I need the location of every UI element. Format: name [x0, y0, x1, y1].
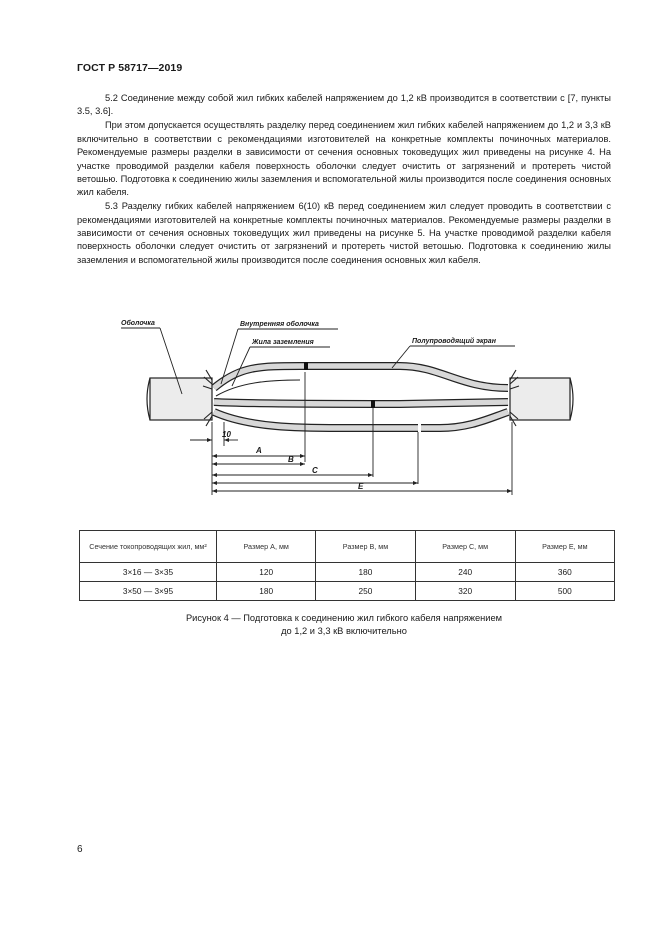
dim-label-b: B — [288, 455, 294, 464]
dimensions-table — [79, 530, 615, 601]
label-semiconductive-screen: Полупроводящий экран — [412, 338, 496, 345]
label-sheath: Оболочка — [121, 320, 155, 327]
dimension-lines — [190, 372, 512, 495]
caption-line-1: Рисунок 4 — Подготовка к соединению жил гибкого кабеля напряжением — [185, 613, 503, 623]
table-cell: 3×16 — 3×35 — [80, 563, 217, 582]
dim-label-10: 10 — [222, 430, 231, 439]
label-inner-sheath: Внутренняя оболочка — [240, 321, 319, 328]
table-header-cell: Размер С, мм — [415, 531, 515, 563]
table-cell: 180 — [217, 582, 316, 601]
figure-caption — [77, 612, 611, 638]
label-ground-core: Жила заземления — [252, 339, 314, 346]
dim-label-c: C — [312, 466, 318, 475]
right-cable-sheath — [510, 378, 573, 420]
figure-4-cable-diagram — [0, 300, 661, 520]
table-header-cell: Размер А, мм — [217, 531, 316, 563]
table-row — [80, 563, 615, 582]
table-cell: 320 — [415, 582, 515, 601]
paragraph-5-2: 5.2 Соединение между собой жил гибких кабелей напряжением до 1,2 кВ производится в соответствии с [7, пункты 3.5, 3.6]. — [77, 93, 611, 117]
standard-header: ГОСТ Р 58717—2019 — [77, 62, 183, 74]
table-header-cell: Размер В, мм — [316, 531, 415, 563]
table-cell: 500 — [515, 582, 614, 601]
middle-core — [214, 400, 508, 408]
upper-core — [214, 362, 508, 388]
table-header-row — [80, 531, 615, 563]
table-cell: 120 — [217, 563, 316, 582]
table-header-cell: Сечение токопроводящих жил, мм² — [80, 531, 217, 563]
body-text — [77, 92, 611, 268]
table-row — [80, 582, 615, 601]
paragraph-5-3: 5.3 Разделку гибких кабелей напряжением 6(10) кВ перед соединением жил следует проводить в соответствии с рекомендациями изготовителей на конкретные комплекты починочных материалов. Рекомендуемые размеры разделки в зависимости от сечения основных токоведущих жил приведены на рисунке 5. На участке проводимой разделки кабеля поверхность оболочки следует очистить от загрязнений и протереть чистой ветошью. Подготовка к соединению жилы заземления и вспомогательной жилы производится после соединения основных жил кабеля. — [77, 201, 611, 265]
paragraph-5-2-note: При этом допускается осуществлять разделку перед соединением жил гибких кабелей напряжением до 1,2 и 3,3 кВ включительно в соответствии с рекомендациями изготовителей на конкретные комплекты починочных материалов. Рекомендуемые размеры разделки в зависимости от сечения основных токоведущих жил приведены на рисунке 4. На участке проводимой разделки кабеля поверхность оболочки следует очистить от загрязнений и протереть чистой ветошью. Подготовка к соединению жилы заземления и вспомогательной жилы производится после соединения основных жил кабеля. — [77, 120, 611, 198]
left-cable-sheath — [147, 378, 212, 420]
lower-core — [214, 412, 508, 428]
table-cell: 360 — [515, 563, 614, 582]
cable-diagram-svg — [0, 300, 661, 520]
page-number: 6 — [77, 844, 83, 855]
table-cell: 250 — [316, 582, 415, 601]
dim-label-e: E — [358, 482, 364, 491]
table-cell: 3×50 — 3×95 — [80, 582, 217, 601]
table-cell: 180 — [316, 563, 415, 582]
table-header-cell: Размер Е, мм — [515, 531, 614, 563]
table-cell: 240 — [415, 563, 515, 582]
ground-core — [216, 380, 300, 396]
dim-label-a: A — [256, 446, 262, 455]
caption-line-2: до 1,2 и 3,3 кВ включительно — [281, 626, 407, 636]
